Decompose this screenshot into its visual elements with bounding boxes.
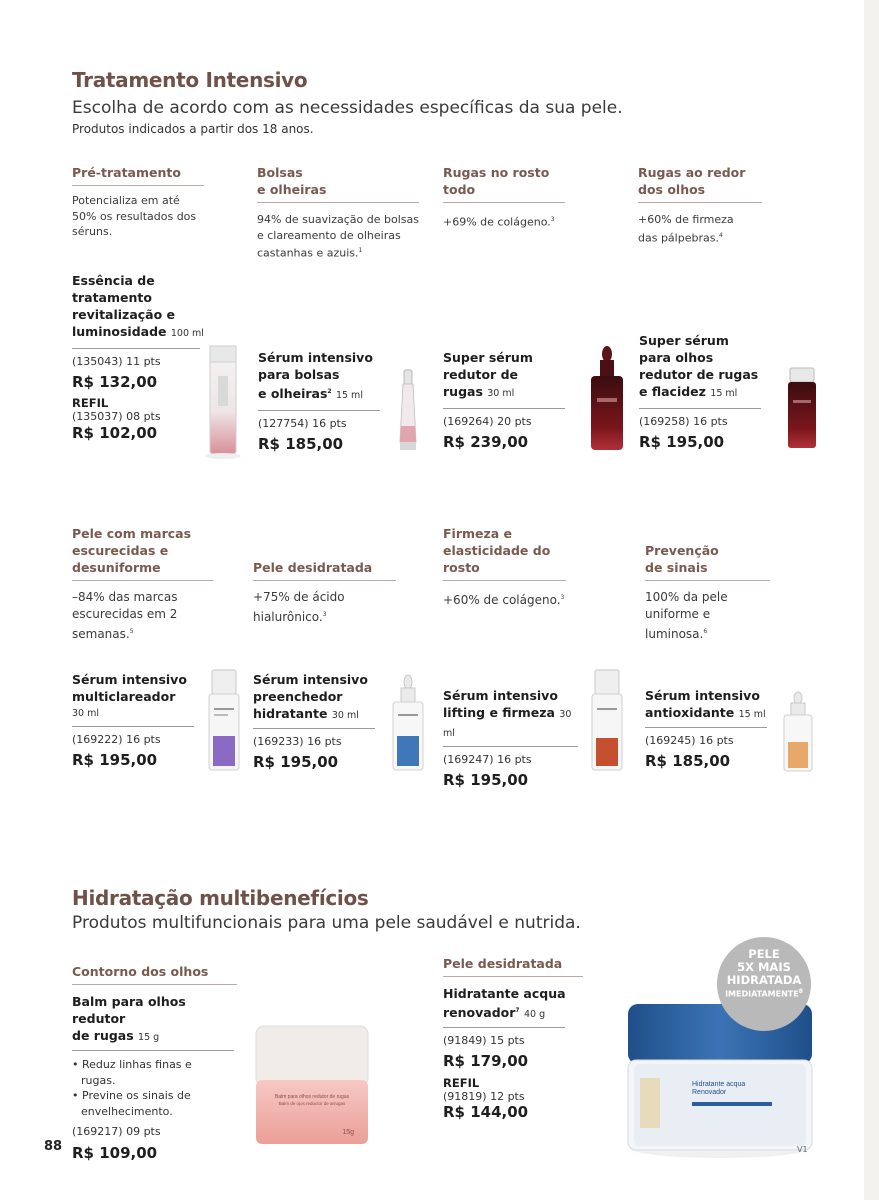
- category-title: Pele com marcas escurecidas e desuniforme: [72, 526, 192, 575]
- section-title: Tratamento Intensivo: [72, 68, 308, 92]
- product-code: (91849) 15 pts: [443, 1034, 525, 1048]
- category-prevention: [645, 542, 770, 643]
- category-title: Firmeza e elasticidade do rosto: [443, 526, 551, 575]
- product-multiclareador[interactable]: [72, 671, 202, 769]
- product-name: Sérum intensivo lifting e firmeza 30 ml: [443, 688, 572, 739]
- section-subtitle: Escolha de acordo com as necessidades específicas da sua pele.: [72, 98, 623, 118]
- product-name: Super sérum para olhos redutor de rugas e flacidez 15 ml: [639, 333, 759, 399]
- jar-label: Renovador: [692, 1089, 727, 1096]
- category-description: –84% das marcas escurecidas em 2 semanas.$^5$: [72, 590, 178, 641]
- divider: [72, 1050, 234, 1051]
- antioxidante-bottle-image: [778, 690, 818, 774]
- divider: [638, 202, 762, 203]
- category-face-wrinkles: [443, 164, 565, 230]
- product-name: Sérum intensivo preenchedor hidratante 30 ml: [253, 672, 368, 721]
- category-title: Pré-tratamento: [72, 165, 181, 180]
- product-code: (169245) 16 pts: [645, 734, 734, 747]
- divider: [72, 580, 213, 581]
- product-price: R$ 132,00: [72, 373, 158, 391]
- category-description: 100% da pele uniforme e luminosa.$^6$: [645, 590, 728, 641]
- eye-super-serum-bottle-image: [780, 366, 824, 452]
- divider: [443, 408, 565, 409]
- hydration-badge: PELE 5X MAIS HIDRATADA IMEDIATAMENTE$^8$: [717, 937, 811, 1031]
- super-serum-dropper-image: [583, 342, 631, 454]
- essence-bottle-image: [200, 342, 246, 460]
- divider: [72, 185, 204, 186]
- page-edge: [864, 0, 879, 1200]
- divider: [253, 728, 375, 729]
- divider: [253, 580, 396, 581]
- divider: [443, 202, 565, 203]
- category-description: Potencializa em até 50% os resultados dos séruns.: [72, 194, 197, 238]
- jar-size: 15g: [342, 1129, 354, 1136]
- divider: [443, 746, 578, 747]
- product-name: Sérum intensivo para bolsas e olheiras$^2$ 15 ml: [258, 350, 373, 402]
- section-title-hydration: Hidratação multibenefícios: [72, 886, 369, 910]
- product-super-serum[interactable]: [443, 349, 567, 451]
- divider: [72, 984, 237, 985]
- divider: [443, 976, 583, 977]
- jar-label: Balm de ojos reductor de arrugas: [278, 1101, 346, 1106]
- category-title: Bolsas e olheiras: [257, 165, 327, 197]
- category-title: Pele desidratada: [443, 956, 563, 971]
- product-eye-bag-serum[interactable]: [258, 349, 388, 453]
- category-title: Pele desidratada: [253, 560, 373, 575]
- multiclareador-bottle-image: [204, 668, 244, 774]
- divider: [645, 727, 767, 728]
- section-subtitle-hydration: Produtos multifuncionais para uma pele saudável e nutrida.: [72, 913, 581, 933]
- category-title: Prevenção de sinais: [645, 543, 719, 575]
- lifting-bottle-image: [587, 668, 627, 774]
- category-description: 94% de suavização de bolsas e clareamento de olheiras castanhas e azuis.$^1$: [257, 213, 419, 260]
- product-price: R$ 239,00: [443, 433, 529, 451]
- category-eye-wrinkles: [638, 164, 762, 246]
- eye-serum-tube-image: [392, 368, 424, 454]
- product-price: R$ 195,00: [253, 753, 339, 771]
- product-preenchedor[interactable]: [253, 671, 383, 771]
- divider: [645, 580, 770, 581]
- jar-label: Balm para olhos redutor de rugas: [274, 1094, 350, 1100]
- version-label: V1: [797, 1145, 808, 1154]
- category-eye-bags: [257, 164, 419, 261]
- divider: [72, 348, 200, 349]
- eye-balm-jar-image: [246, 1020, 378, 1150]
- product-name: Super sérum redutor de rugas 30 ml: [443, 350, 533, 399]
- benefit-list: • Reduz linhas finas e rugas. • Previne os sinais de envelhecimento.: [72, 1058, 192, 1118]
- category-description: +75% de ácido hialurônico.$^3$: [253, 590, 345, 624]
- product-eye-balm[interactable]: [72, 963, 237, 1162]
- divider: [258, 410, 380, 411]
- product-price: R$ 185,00: [258, 435, 344, 454]
- product-code: (169217) 09 pts: [72, 1125, 161, 1138]
- category-firmness: [443, 525, 566, 609]
- divider: [639, 408, 761, 409]
- product-code: (169247) 16 pts: [443, 753, 532, 766]
- product-price: R$ 195,00: [443, 771, 529, 789]
- category-description: +60% de colágeno.$^3$: [443, 593, 565, 607]
- product-name: Balm para olhos redutor de rugas 15 g: [72, 994, 186, 1043]
- refil-price: R$ 144,00: [443, 1103, 529, 1122]
- category-dark-spots: [72, 525, 213, 643]
- product-name: Essência de tratamento revitalização e luminosidade 100 ml: [72, 273, 204, 339]
- category-title: Rugas ao redor dos olhos: [638, 165, 746, 197]
- divider: [443, 1027, 565, 1028]
- jar-label: Hidratante acqua: [692, 1081, 746, 1088]
- divider: [257, 202, 419, 203]
- divider: [443, 580, 566, 581]
- category-description: +60% de firmeza das pálpebras.$^4$: [638, 213, 734, 245]
- product-code: (169222) 16 pts: [72, 733, 161, 746]
- refil-code: (91819) 12 pts: [443, 1090, 525, 1104]
- product-essence[interactable]: [72, 272, 207, 442]
- product-price: R$ 195,00: [72, 751, 158, 769]
- product-lifting[interactable]: [443, 687, 583, 789]
- product-code: (169264) 20 pts: [443, 415, 532, 428]
- category-description: +69% de colágeno.$^3$: [443, 215, 555, 229]
- product-price: R$ 179,00: [443, 1052, 529, 1071]
- product-code: (135043) 11 pts: [72, 355, 161, 368]
- divider: [72, 726, 194, 727]
- section-note: Produtos indicados a partir dos 18 anos.: [72, 122, 314, 136]
- category-title: Contorno dos olhos: [72, 964, 209, 979]
- category-title: Rugas no rosto todo: [443, 165, 550, 197]
- product-antioxidante[interactable]: [645, 687, 773, 770]
- product-acqua-hydrating[interactable]: [443, 955, 583, 1121]
- product-name: Hidratante acqua renovador$^7$ 40 g: [443, 986, 566, 1021]
- product-name: Sérum intensivo multiclareador 30 ml: [72, 672, 187, 719]
- product-price: R$ 109,00: [72, 1144, 158, 1162]
- category-dehydrated: [253, 559, 396, 626]
- preenchedor-bottle-image: [388, 672, 428, 774]
- product-eye-super-serum[interactable]: [639, 332, 767, 451]
- product-price: R$ 185,00: [645, 752, 731, 770]
- refil-price: R$ 102,00: [72, 424, 158, 442]
- page-number: 88: [44, 1139, 63, 1154]
- product-price: R$ 195,00: [639, 433, 725, 451]
- refil-code: (135037) 08 pts: [72, 410, 161, 423]
- product-name: Sérum intensivo antioxidante 15 ml: [645, 688, 766, 720]
- product-code: (127754) 16 pts: [258, 417, 347, 431]
- category-pre-treatment: [72, 164, 204, 240]
- product-code: (169258) 16 pts: [639, 415, 728, 428]
- refil-label: REFIL: [72, 396, 109, 410]
- refil-label: REFIL: [443, 1076, 480, 1091]
- product-code: (169233) 16 pts: [253, 735, 342, 748]
